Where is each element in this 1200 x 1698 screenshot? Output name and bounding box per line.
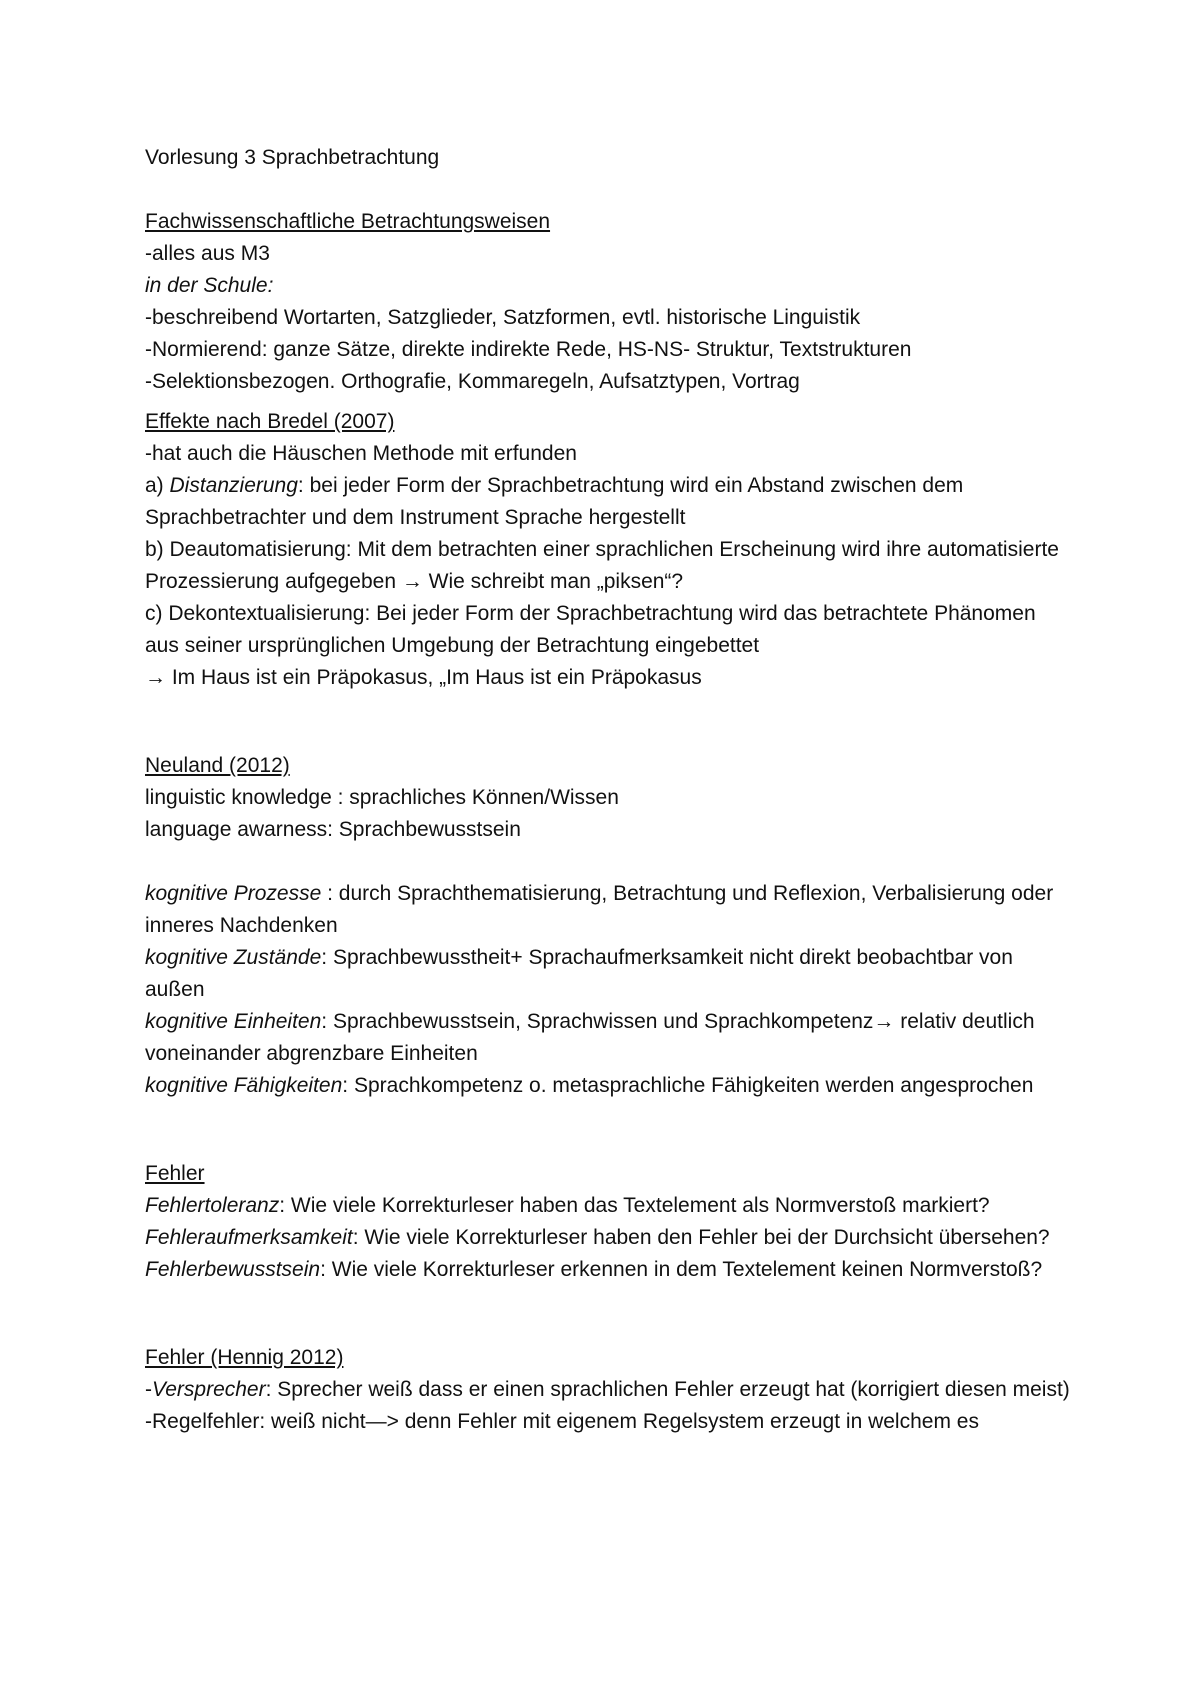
section-fachwissenschaftlich <box>145 206 1075 398</box>
text-span: : Sprachbewusstheit+ Sprachaufmerksamkeit nicht direkt beobachtbar von außen <box>145 946 1013 1001</box>
paragraph-versprecher <box>145 1374 1075 1406</box>
paragraph-distanzierung <box>145 470 1075 534</box>
paragraph-fehlertoleranz <box>145 1190 1075 1222</box>
text-line: language awarness: Sprachbewusstsein <box>145 818 521 841</box>
section-heading: Fehler (Hennig 2012) <box>145 1346 344 1369</box>
arrow-line: → Im Haus ist ein Präpokasus, „Im Haus ist ein Präpokasus <box>145 666 702 689</box>
section-heading: Neuland (2012) <box>145 754 290 777</box>
term: Fehlerbewusstsein <box>145 1258 321 1281</box>
paragraph-deautomatisierung: b) Deautomatisierung: Mit dem betrachten einer sprachlichen Erscheinung wird ihre automatisierte Prozessierung aufgegeben → Wie schreibt man „piksen“? <box>145 538 1059 593</box>
paragraph-regelfehler: -Regelfehler: weiß nicht—> denn Fehler mit eigenem Regelsystem erzeugt in welchem es <box>145 1410 979 1433</box>
term: Versprecher <box>152 1378 266 1401</box>
paragraph-prozesse <box>145 878 1075 942</box>
paragraph-fehlerbewusstsein <box>145 1254 1075 1286</box>
paragraph-faehigkeiten <box>145 1070 1075 1102</box>
term: Fehlertoleranz <box>145 1194 280 1217</box>
document-page <box>145 142 1075 1438</box>
text-span: a) <box>145 474 170 497</box>
text-span: : Sprachbewusstsein, Sprachwissen und Sprachkompetenz→ relativ deutlich voneinander abgrenzbare Einheiten <box>145 1010 1035 1065</box>
section-fehler <box>145 1158 1075 1286</box>
text-span: : Wie viele Korrekturleser haben das Textelement als Normverstoß markiert? <box>279 1194 990 1217</box>
document-title: Vorlesung 3 Sprachbetrachtung <box>145 146 440 169</box>
paragraph-dekontextualisierung: c) Dekontextualisierung: Bei jeder Form der Sprachbetrachtung wird das betrachtete Phänomen aus seiner ursprünglichen Umgebung der Betrachtung eingebettet <box>145 602 1036 657</box>
text-span: - <box>145 1378 152 1401</box>
paragraph-fehleraufmerksamkeit <box>145 1222 1075 1254</box>
text-span: : Wie viele Korrekturleser haben den Fehler bei der Durchsicht übersehen? <box>352 1226 1050 1249</box>
section-heading: Fachwissenschaftliche Betrachtungsweisen <box>145 210 551 233</box>
text-span: : Wie viele Korrekturleser erkennen in dem Textelement keinen Normverstoß? <box>320 1258 1043 1281</box>
text-span: : durch Sprachthematisierung, Betrachtung und Reflexion, Verbalisierung oder inneres Nachdenken <box>145 882 1054 937</box>
text-span: : Sprecher weiß dass er einen sprachlichen Fehler erzeugt hat (korrigiert diesen meist) <box>265 1378 1070 1401</box>
text-line: -hat auch die Häuschen Methode mit erfunden <box>145 442 577 465</box>
text-line: -beschreibend Wortarten, Satzglieder, Satzformen, evtl. historische Linguistik <box>145 306 861 329</box>
text-line: -Selektionsbezogen. Orthografie, Kommaregeln, Aufsatztypen, Vortrag <box>145 370 800 393</box>
section-heading: Effekte nach Bredel (2007) <box>145 410 395 433</box>
term: Distanzierung <box>169 474 298 497</box>
section-neuland <box>145 750 1075 1102</box>
section-hennig <box>145 1342 1075 1438</box>
subheading: in der Schule: <box>145 274 274 297</box>
term: kognitive Fähigkeiten <box>145 1074 343 1097</box>
text-line: linguistic knowledge : sprachliches Können/Wissen <box>145 786 619 809</box>
section-heading: Fehler <box>145 1162 205 1185</box>
text-span: : Sprachkompetenz o. metasprachliche Fähigkeiten werden angesprochen <box>342 1074 1034 1097</box>
paragraph-zustaende <box>145 942 1075 1006</box>
term: kognitive Einheiten <box>145 1010 322 1033</box>
text-line: -alles aus M3 <box>145 242 270 265</box>
text-line: -Normierend: ganze Sätze, direkte indirekte Rede, HS-NS- Struktur, Textstrukturen <box>145 338 912 361</box>
section-bredel <box>145 406 1075 694</box>
paragraph-einheiten <box>145 1006 1075 1070</box>
text-span: : bei jeder Form der Sprachbetrachtung wird ein Abstand zwischen dem Sprachbetrachter und dem Instrument Sprache hergestellt <box>145 474 964 529</box>
term: kognitive Prozesse <box>145 882 322 905</box>
term: Fehleraufmerksamkeit <box>145 1226 353 1249</box>
term: kognitive Zustände <box>145 946 322 969</box>
